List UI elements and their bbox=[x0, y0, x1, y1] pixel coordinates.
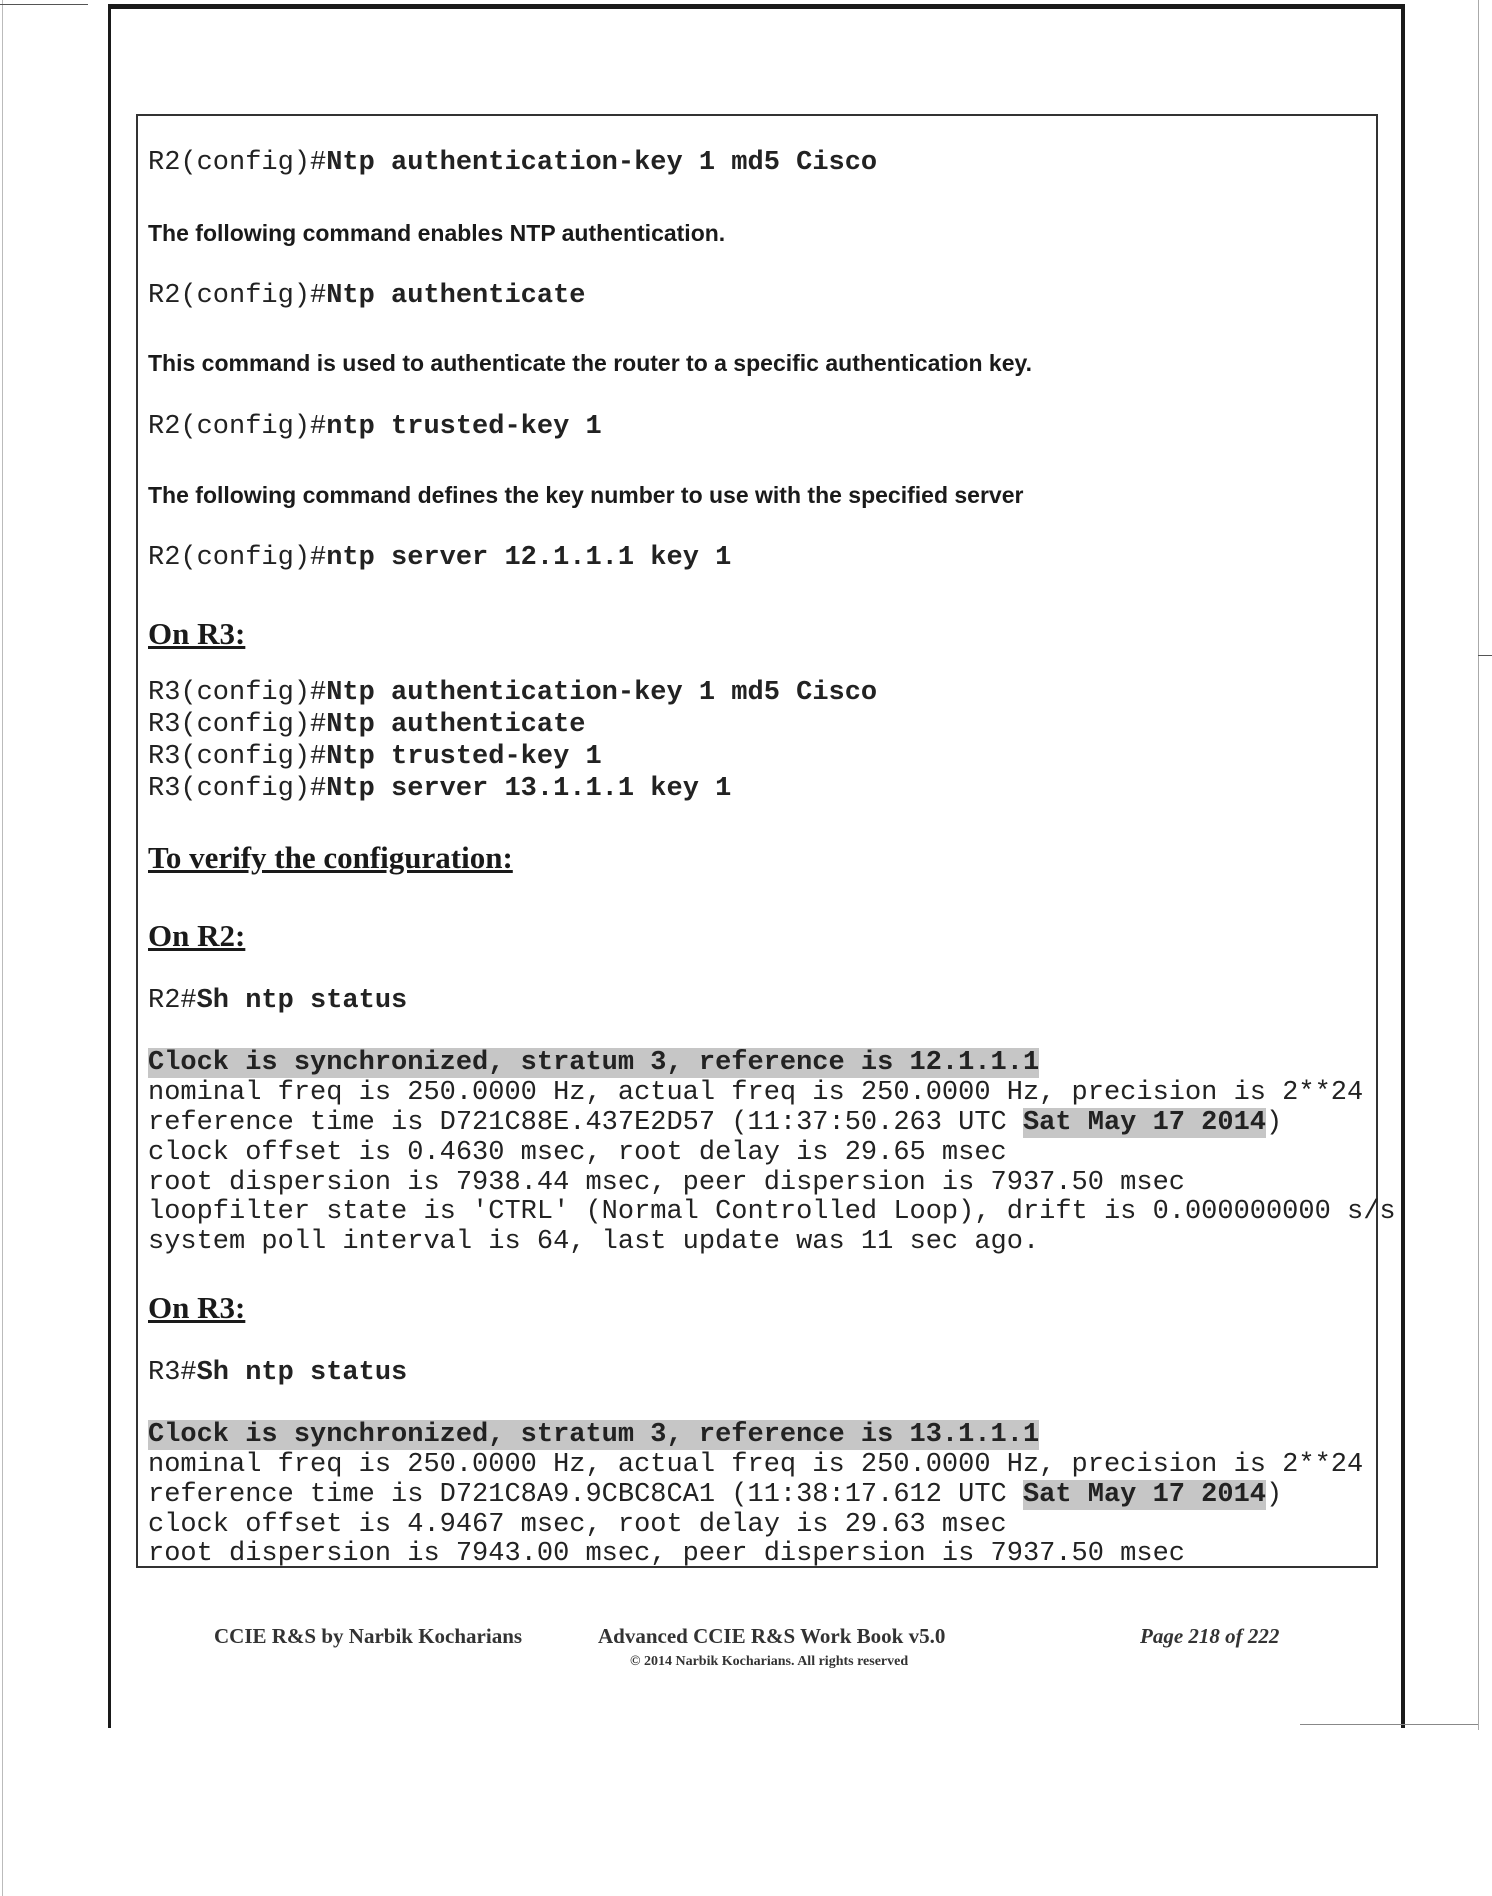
footer-book-title: Advanced CCIE R&S Work Book v5.0 bbox=[598, 1624, 946, 1648]
r3-command-authenticate: R3(config)#Ntp authenticate bbox=[148, 710, 586, 740]
footer-author: CCIE R&S by Narbik Kocharians bbox=[214, 1624, 523, 1648]
description-enable-auth: The following command enables NTP authentication. bbox=[148, 220, 726, 246]
scan-edge-right bbox=[1478, 0, 1479, 1730]
heading-on-r3-verify: On R3: bbox=[148, 1290, 246, 1325]
r2-command-trusted-key: R2(config)#ntp trusted-key 1 bbox=[148, 412, 602, 442]
scan-edge-top-left bbox=[0, 4, 88, 5]
r2-command-authenticate: R2(config)#Ntp authenticate bbox=[148, 281, 586, 311]
r2-output-line-4: clock offset is 0.4630 msec, root delay is 29.65 msec bbox=[148, 1138, 1007, 1168]
r2-output-line-1: Clock is synchronized, stratum 3, reference is 12.1.1.1 bbox=[148, 1048, 1040, 1078]
heading-verify-configuration: To verify the configuration: bbox=[148, 840, 513, 875]
r3-command-auth-key: R3(config)#Ntp authentication-key 1 md5 Cisco bbox=[148, 678, 878, 708]
scan-bottom-line bbox=[1300, 1724, 1478, 1725]
footer-copyright: © 2014 Narbik Kocharians. All rights reserved bbox=[630, 1654, 909, 1669]
r3-output-line-4: clock offset is 4.9467 msec, root delay is 29.63 msec bbox=[148, 1510, 1007, 1540]
heading-on-r3-config: On R3: bbox=[148, 616, 246, 651]
r2-output-line-3: reference time is D721C88E.437E2D57 (11:37:50.263 UTC Sat May 17 2014) bbox=[148, 1108, 1283, 1138]
heading-on-r2: On R2: bbox=[148, 918, 246, 953]
r2-command-auth-key: R2(config)#Ntp authentication-key 1 md5 Cisco bbox=[148, 148, 878, 178]
r2-output-line-7: system poll interval is 64, last update was 11 sec ago. bbox=[148, 1227, 1040, 1257]
r2-show-command: R2#Sh ntp status bbox=[148, 986, 408, 1016]
r3-output-line-5: root dispersion is 7943.00 msec, peer dispersion is 7937.50 msec bbox=[148, 1539, 1185, 1569]
r2-output-line-6: loopfilter state is 'CTRL' (Normal Controlled Loop), drift is 0.000000000 s/s bbox=[148, 1197, 1396, 1227]
r3-output-line-2: nominal freq is 250.0000 Hz, actual freq is 250.0000 Hz, precision is 2**24 bbox=[148, 1450, 1364, 1480]
scan-edge-left bbox=[2, 0, 3, 1896]
description-key-number: The following command defines the key number to use with the specified server bbox=[148, 482, 1024, 508]
r2-output-line-2: nominal freq is 250.0000 Hz, actual freq is 250.0000 Hz, precision is 2**24 bbox=[148, 1078, 1364, 1108]
r2-output-line-5: root dispersion is 7938.44 msec, peer dispersion is 7937.50 msec bbox=[148, 1168, 1185, 1198]
scan-edge-right-tick bbox=[1478, 655, 1492, 656]
r3-output-line-1: Clock is synchronized, stratum 3, reference is 13.1.1.1 bbox=[148, 1420, 1040, 1450]
r3-output-line-3: reference time is D721C8A9.9CBC8CA1 (11:38:17.612 UTC Sat May 17 2014) bbox=[148, 1480, 1283, 1510]
r2-command-server: R2(config)#ntp server 12.1.1.1 key 1 bbox=[148, 543, 732, 573]
description-authenticate-router: This command is used to authenticate the router to a specific authentication key. bbox=[148, 350, 1032, 376]
r3-command-trusted-key: R3(config)#Ntp trusted-key 1 bbox=[148, 742, 602, 772]
footer-page-number: Page 218 of 222 bbox=[1140, 1624, 1280, 1648]
r3-show-command: R3#Sh ntp status bbox=[148, 1358, 408, 1388]
r3-command-server: R3(config)#Ntp server 13.1.1.1 key 1 bbox=[148, 774, 732, 804]
